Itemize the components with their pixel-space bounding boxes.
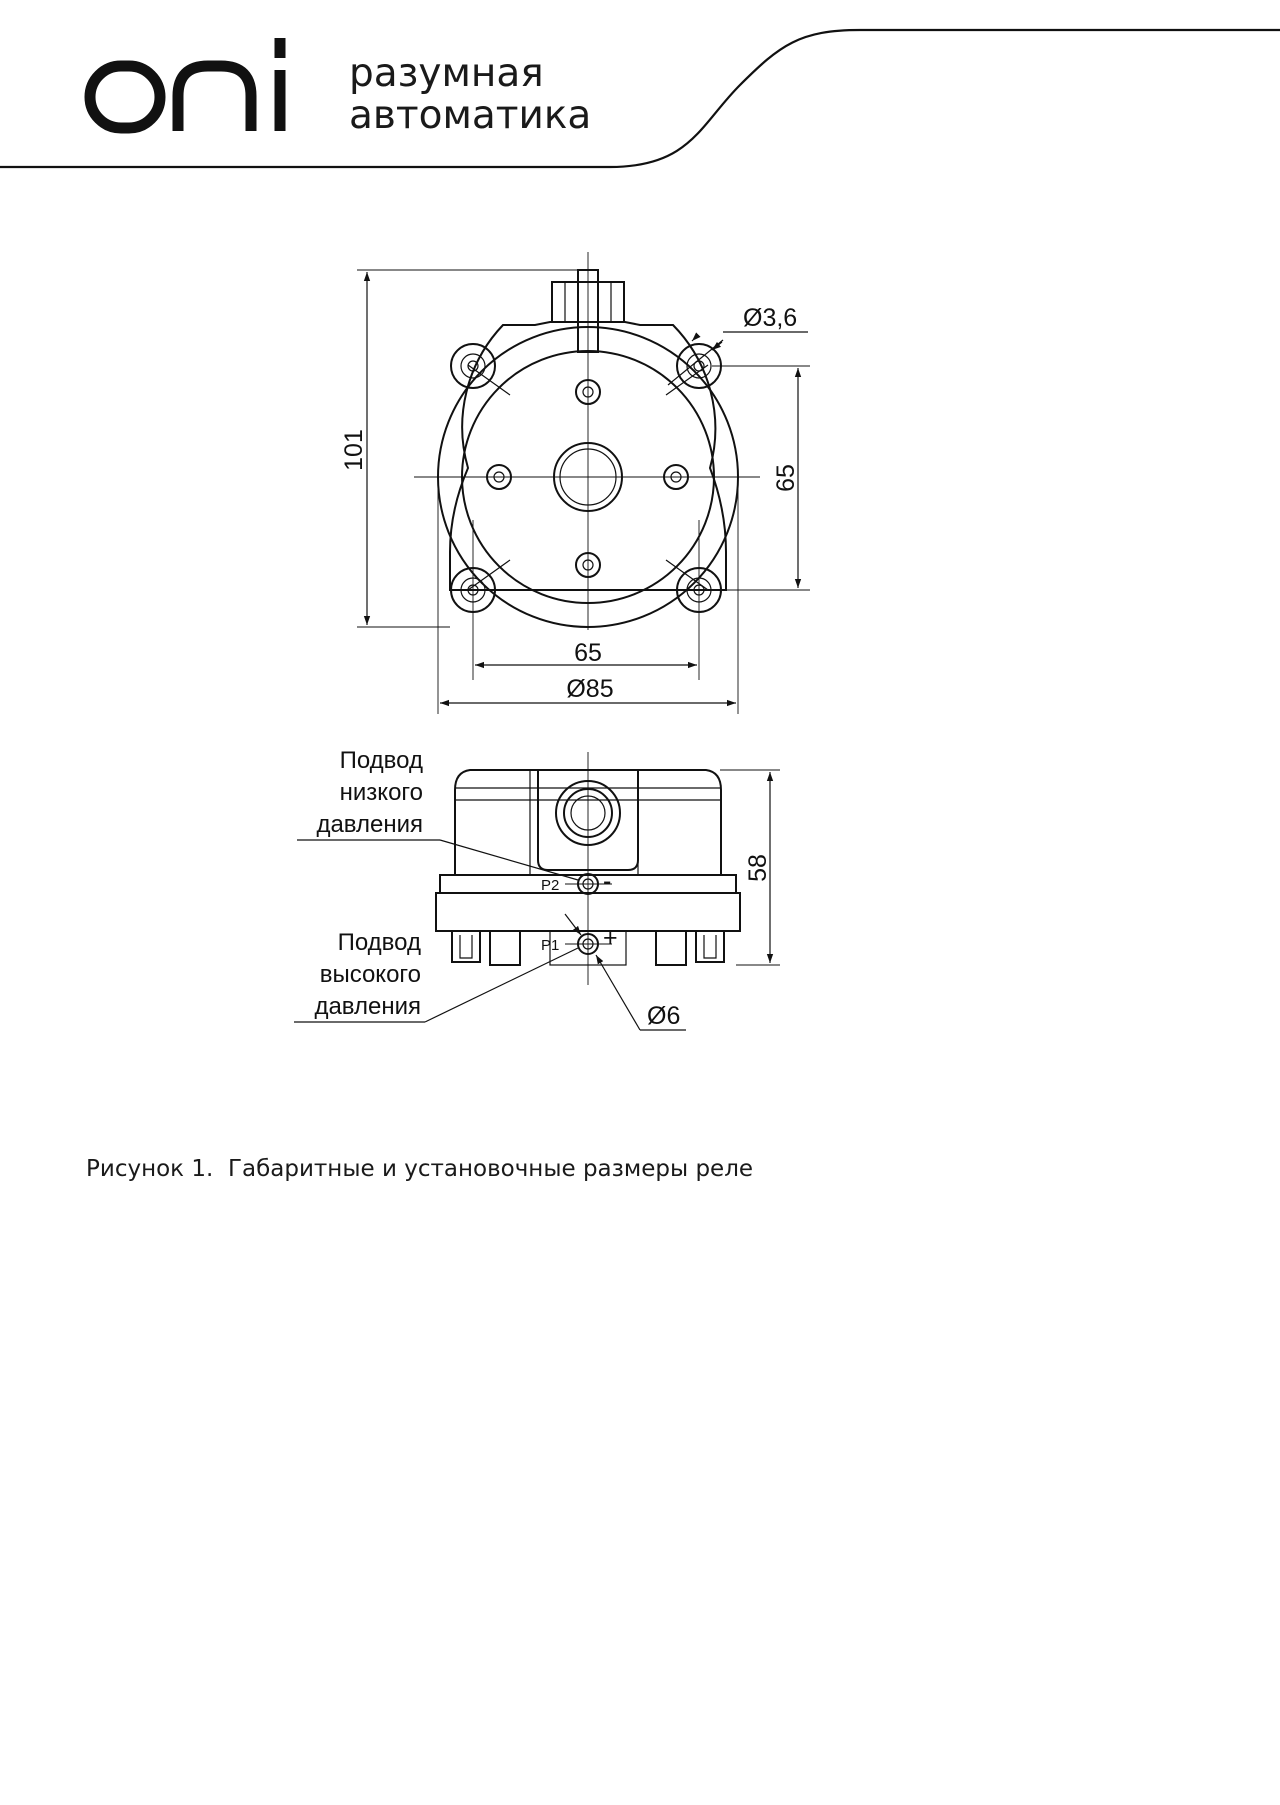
dim-side-height: 58 bbox=[744, 854, 772, 882]
high-pressure-label-1: Подвод bbox=[337, 929, 421, 956]
port-p1-sign: + bbox=[603, 924, 618, 952]
dim-hole-spacing-horizontal: 65 bbox=[574, 639, 602, 667]
low-pressure-label-1: Подвод bbox=[339, 747, 423, 774]
flange-screws bbox=[487, 380, 688, 577]
brand-tagline-line1: разумная bbox=[349, 51, 544, 96]
logo-text: oni bbox=[0, 0, 2, 1]
high-pressure-label-2: высокого bbox=[319, 961, 421, 988]
port-p2-label: P2 bbox=[541, 877, 560, 894]
low-pressure-label-3: давления bbox=[316, 811, 423, 838]
dim-hole-diameter: Ø3,6 bbox=[743, 304, 798, 332]
dim-hole-spacing-vertical: 65 bbox=[772, 464, 800, 492]
oni-logo bbox=[0, 0, 286, 131]
dim-body-diameter: Ø85 bbox=[566, 675, 614, 703]
dim-port-diameter: Ø6 bbox=[647, 1002, 681, 1030]
page-header bbox=[0, 0, 1280, 167]
port-p2-sign: - bbox=[603, 867, 612, 895]
side-view-drawing bbox=[294, 747, 780, 1030]
brand-tagline-line2: автоматика bbox=[349, 93, 592, 138]
figure-caption: Рисунок 1. Габаритные и установочные размеры реле bbox=[86, 1156, 754, 1182]
high-pressure-label-3: давления bbox=[314, 993, 421, 1020]
dim-overall-height: 101 bbox=[340, 429, 368, 471]
top-view-drawing bbox=[340, 252, 810, 714]
port-p1-label: P1 bbox=[541, 937, 560, 954]
low-pressure-label-2: низкого bbox=[339, 779, 423, 806]
header-curve bbox=[0, 30, 1280, 167]
